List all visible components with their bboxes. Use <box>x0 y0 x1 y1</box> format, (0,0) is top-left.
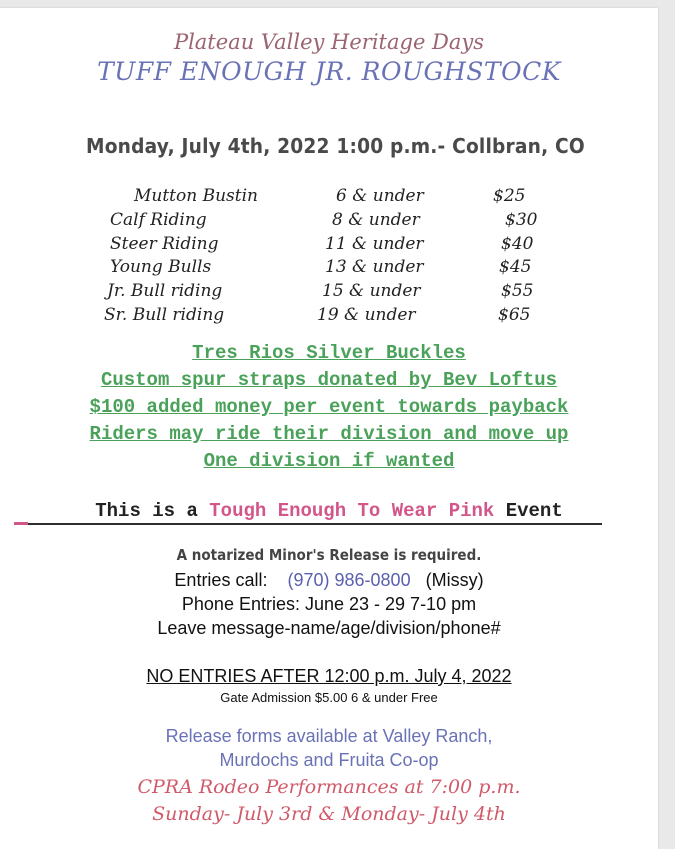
prize-line: Tres Rios Silver Buckles <box>192 342 466 364</box>
division-name: Jr. Bull riding <box>107 281 223 301</box>
leave-message-instructions: Leave message-name/age/division/phone# <box>157 618 501 638</box>
prize-line: Custom spur straps donated by Bev Loftus <box>100 369 558 391</box>
pink-event-underline-accent <box>14 522 28 525</box>
division-fee: $45 <box>499 257 532 277</box>
flyer-page <box>0 8 658 849</box>
entry-deadline: NO ENTRIES AFTER 12:00 p.m. July 4, 2022 <box>146 666 512 686</box>
phone-entries-dates: Phone Entries: June 23 - 29 7-10 pm <box>181 594 477 614</box>
division-age: 19 & under <box>317 305 416 325</box>
division-fee: $65 <box>498 305 531 325</box>
event-date-line: Monday, July 4th, 2022 1:00 p.m.- Collbran, CO <box>86 134 585 158</box>
prize-line: One division if wanted <box>203 450 455 472</box>
pink-event-prefix: This is a <box>95 500 210 522</box>
division-fee: $55 <box>501 281 534 301</box>
division-fee: $30 <box>505 210 538 230</box>
entries-phone-number: (970) 986-0800 <box>287 570 411 590</box>
prize-line: $100 added money per event towards payback <box>89 396 569 418</box>
entries-contact-name: (Missy) <box>425 570 484 590</box>
division-fee: $25 <box>493 186 526 206</box>
cpra-performance-time: CPRA Rodeo Performances at 7:00 p.m. <box>137 776 521 798</box>
pink-event-line <box>0 500 658 522</box>
division-fee: $40 <box>501 234 534 254</box>
division-name: Young Bulls <box>110 257 212 277</box>
pink-event-highlight: Tough Enough To Wear Pink <box>209 500 495 522</box>
release-locations-line: Murdochs and Fruita Co-op <box>219 750 439 770</box>
division-age: 11 & under <box>325 234 424 254</box>
division-age: 15 & under <box>322 281 421 301</box>
gate-admission: Gate Admission $5.00 6 & under Free <box>220 690 438 705</box>
release-forms-line: Release forms available at Valley Ranch, <box>165 726 493 746</box>
event-title: TUFF ENOUGH JR. ROUGHSTOCK <box>97 57 561 86</box>
entries-call-label: Entries call: <box>174 570 268 590</box>
cpra-performance-dates: Sunday- July 3rd & Monday- July 4th <box>152 803 506 825</box>
division-name: Calf Riding <box>110 210 207 230</box>
pink-event-suffix: Event <box>494 500 563 522</box>
prize-line: Riders may ride their division and move up <box>89 423 569 445</box>
division-name: Mutton Bustin <box>134 186 258 206</box>
division-age: 6 & under <box>336 186 424 206</box>
division-age: 8 & under <box>332 210 420 230</box>
division-name: Steer Riding <box>110 234 219 254</box>
organization-name: Plateau Valley Heritage Days <box>173 30 485 54</box>
division-age: 13 & under <box>325 257 424 277</box>
division-name: Sr. Bull riding <box>104 305 225 325</box>
entries-call-line <box>0 570 658 591</box>
pink-event-underline <box>14 523 602 525</box>
notary-requirement: A notarized Minor's Release is required. <box>176 546 482 564</box>
